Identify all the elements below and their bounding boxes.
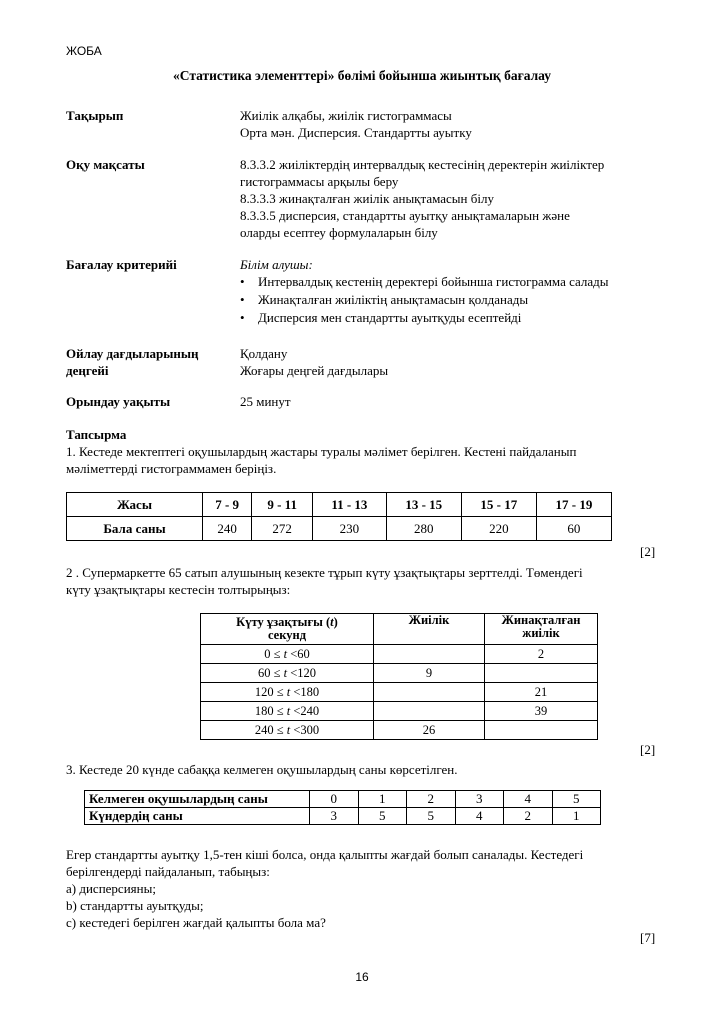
le-sign: ≤ <box>276 685 284 699</box>
interval-cell <box>201 645 374 664</box>
frequency-cell[interactable] <box>374 645 485 664</box>
objective-line: гистограммасы арқылы беру <box>240 174 399 189</box>
interval-var: t <box>286 685 291 699</box>
row-header: Келмеген оқушылардың саны <box>85 791 310 808</box>
criteria-value <box>240 256 660 327</box>
count-cell: 240 <box>203 517 252 541</box>
frequency-cell[interactable] <box>374 702 485 721</box>
task3-item-b: b) стандартты ауытқуды; <box>66 898 204 913</box>
task3-instructions <box>66 846 666 931</box>
cumulative-header <box>485 614 598 645</box>
table-row <box>201 721 598 740</box>
absent-cell: 3 <box>455 791 504 808</box>
duration-header-var: t <box>330 615 334 629</box>
thinking-label-line: деңгейі <box>66 363 109 378</box>
objective-line: 8.3.3.3 жинақталған жиілік анықтамасын білу <box>240 191 494 206</box>
row-header: Күндердің саны <box>85 808 310 825</box>
duration-header-paren: ) <box>333 615 338 629</box>
task-heading: Тапсырма <box>66 427 127 442</box>
criteria-intro: Білім алушы: <box>240 257 313 272</box>
topic-value <box>240 107 660 141</box>
table-row <box>67 493 612 517</box>
le-sign: ≤ <box>276 723 284 737</box>
task3-line: Егер стандартты ауытқу 1,5-тен кіші болса, онда қалыпты жағдай болып саналады. Кестедегі <box>66 847 584 862</box>
absences-table <box>84 790 601 825</box>
duration-header-text: Күту ұзақтығы ( <box>236 615 331 629</box>
page-number: 16 <box>355 970 369 984</box>
interval-cell <box>201 721 374 740</box>
le-sign: ≤ <box>276 704 284 718</box>
lt-sign: < <box>290 647 298 661</box>
task3-line: берілгендерді пайдаланып, табыңыз: <box>66 864 270 879</box>
cumulative-cell[interactable]: 39 <box>485 702 598 721</box>
interval-hi: 300 <box>300 723 320 737</box>
age-cell: 9 - 11 <box>252 493 313 517</box>
task1-line: 1. Кестеде мектептегі оқушылардың жастары туралы мәлімет берілген. Кестені пайдаланып <box>66 444 577 459</box>
cumulative-cell[interactable]: 2 <box>485 645 598 664</box>
duration-header <box>201 614 374 645</box>
task3-text: 3. Кестеде 20 күнде сабаққа келмеген оқушылардың саны көрсетілген. <box>66 762 458 777</box>
days-cell: 3 <box>310 808 359 825</box>
criteria-list <box>240 273 660 327</box>
thinking-line: Жоғары деңгей дағдылары <box>240 363 389 378</box>
count-cell: 280 <box>386 517 461 541</box>
days-cell: 5 <box>407 808 456 825</box>
table-header-row <box>201 614 598 645</box>
thinking-label-line: Ойлау дағдыларының <box>66 346 199 361</box>
frequency-cell[interactable]: 9 <box>374 664 485 683</box>
age-cell: 7 - 9 <box>203 493 252 517</box>
topic-label: Тақырып <box>66 108 124 123</box>
task2-line: 2 . Супермаркетте 65 сатып алушының кезекте тұрып күту ұзақтықтары зерттелді. Төмендегі <box>66 565 583 580</box>
cumulative-cell[interactable] <box>485 721 598 740</box>
interval-var: t <box>283 647 288 661</box>
thinking-level-label <box>66 345 241 379</box>
table-row <box>201 683 598 702</box>
count-cell: 272 <box>252 517 313 541</box>
objectives-label: Оқу мақсаты <box>66 157 145 172</box>
interval-lo: 60 <box>257 666 271 680</box>
interval-cell <box>201 664 374 683</box>
interval-hi: 180 <box>300 685 320 699</box>
interval-lo: 0 <box>264 647 271 661</box>
interval-var: t <box>283 666 288 680</box>
interval-hi: 120 <box>297 666 317 680</box>
task2-score: [2] <box>640 742 656 757</box>
days-cell: 4 <box>455 808 504 825</box>
cumulative-cell[interactable]: 21 <box>485 683 598 702</box>
cumulative-header-line: жиілік <box>522 626 560 640</box>
criteria-item: • Дисперсия мен стандартты ауытқуды есептейді <box>240 309 660 327</box>
duration-header-unit: секунд <box>267 628 307 642</box>
topic-line: Жиілік алқабы, жиілік гистограммасы <box>240 108 452 123</box>
time-label: Орындау уақыты <box>66 394 171 409</box>
criteria-label: Бағалау критерийі <box>66 257 177 272</box>
frequency-cell[interactable]: 26 <box>374 721 485 740</box>
interval-lo: 180 <box>254 704 274 718</box>
age-cell: 11 - 13 <box>313 493 387 517</box>
task3-item-c: с) кестедегі берілген жағдай қалыпты бола ма? <box>66 915 326 930</box>
absent-cell: 1 <box>358 791 407 808</box>
objective-line: 8.3.3.2 жиіліктердің интервалдық кестесінің деректерін жиіліктер <box>240 157 605 172</box>
objective-line: 8.3.3.5 дисперсия, стандартты ауытқу анықтамаларын және <box>240 208 570 223</box>
table-row <box>85 791 601 808</box>
interval-var: t <box>286 704 291 718</box>
task3-item-a: а) дисперсияны; <box>66 881 156 896</box>
interval-var: t <box>286 723 291 737</box>
count-cell: 60 <box>536 517 611 541</box>
topic-line: Орта мән. Дисперсия. Стандартты ауытку <box>240 125 472 140</box>
draft-label: ЖОБА <box>66 44 102 58</box>
cumulative-cell[interactable] <box>485 664 598 683</box>
interval-lo: 120 <box>254 685 274 699</box>
interval-lo: 240 <box>254 723 274 737</box>
count-cell: 230 <box>313 517 387 541</box>
time-value: 25 минут <box>240 394 291 409</box>
days-cell: 5 <box>358 808 407 825</box>
row-header: Жасы <box>67 493 203 517</box>
table-row <box>85 808 601 825</box>
count-cell: 220 <box>461 517 536 541</box>
frequency-header: Жиілік <box>374 614 485 645</box>
lt-sign: < <box>290 666 298 680</box>
interval-cell <box>201 702 374 721</box>
table-row <box>67 517 612 541</box>
ages-table <box>66 492 612 541</box>
task2-text <box>66 564 666 598</box>
interval-hi: 60 <box>297 647 310 661</box>
cumulative-header-line: Жинақталған <box>501 613 581 627</box>
waiting-time-table <box>200 613 598 740</box>
task1-line: мәліметтерді гистограммамен беріңіз. <box>66 461 277 476</box>
lt-sign: < <box>293 704 301 718</box>
absent-cell: 4 <box>504 791 553 808</box>
age-cell: 17 - 19 <box>536 493 611 517</box>
task2-line: күту ұзақтықтары кестесін толтырыңыз: <box>66 582 291 597</box>
objective-line: оларды есептеу формулаларын білу <box>240 225 438 240</box>
task1-text <box>66 443 666 477</box>
row-header: Бала саны <box>67 517 203 541</box>
criteria-item: • Жинақталған жиіліктің анықтамасын қолданады <box>240 291 660 309</box>
task3-score: [7] <box>640 930 656 945</box>
criteria-item: • Интервалдық кестенің деректері бойынша гистограмма салады <box>240 273 660 291</box>
table-row <box>201 645 598 664</box>
task1-score: [2] <box>640 544 656 559</box>
interval-cell <box>201 683 374 702</box>
lt-sign: < <box>293 685 301 699</box>
frequency-cell[interactable] <box>374 683 485 702</box>
thinking-line: Қолдану <box>240 346 288 361</box>
objectives-value <box>240 156 660 241</box>
age-cell: 13 - 15 <box>386 493 461 517</box>
absent-cell: 2 <box>407 791 456 808</box>
interval-hi: 240 <box>300 704 320 718</box>
le-sign: ≤ <box>273 647 281 661</box>
le-sign: ≤ <box>273 666 281 680</box>
absent-cell: 5 <box>552 791 601 808</box>
lt-sign: < <box>293 723 301 737</box>
document-title: «Статистика элементтері» бөлімі бойынша жиынтық бағалау <box>173 68 551 83</box>
table-row <box>201 664 598 683</box>
table-row <box>201 702 598 721</box>
days-cell: 1 <box>552 808 601 825</box>
absent-cell: 0 <box>310 791 359 808</box>
days-cell: 2 <box>504 808 553 825</box>
age-cell: 15 - 17 <box>461 493 536 517</box>
thinking-level-value <box>240 345 660 379</box>
